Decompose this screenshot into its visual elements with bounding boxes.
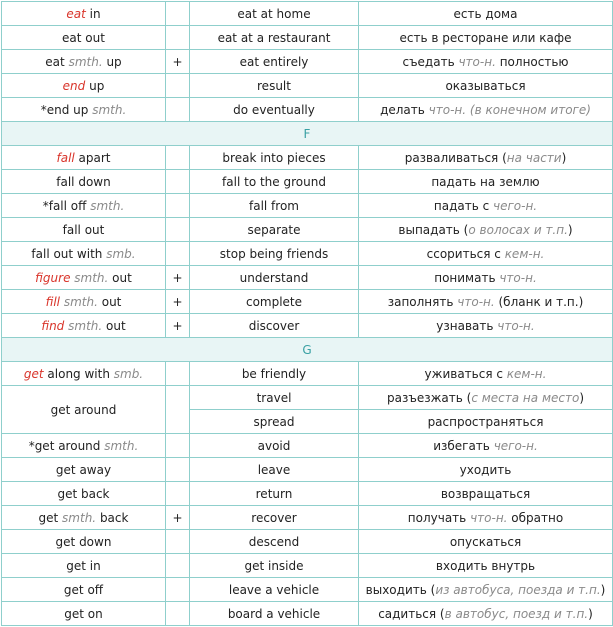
separable-mark-cell [166,362,190,386]
verb-highlight: find [41,318,65,333]
phrasal-verb-cell [2,458,166,482]
object-placeholder: smth. [92,102,127,117]
text-fragment: падать на землю [431,174,540,189]
separable-mark-cell: + [166,50,190,74]
text-fragment: садиться ( [378,606,445,621]
translation-cell [359,554,613,578]
separable-mark-cell [166,458,190,482]
text-fragment: back [96,510,129,525]
object-placeholder: что-н. (в конечном итоге) [428,102,591,117]
phrasal-verb-cell [2,506,166,530]
translation-cell [359,98,613,122]
table-row [2,2,613,26]
separable-mark-cell [166,434,190,458]
text-fragment: делать [380,102,429,117]
table-row [2,170,613,194]
text-fragment: обратно [507,510,564,525]
phrasal-verb-cell [2,266,166,290]
translation-cell [359,602,613,626]
phrasal-verb-cell [2,146,166,170]
translation-cell [359,530,613,554]
object-placeholder: smth. [68,318,103,333]
text-fragment: уходить [459,462,512,477]
meaning-cell: board a vehicle [190,602,359,626]
translation-cell [359,386,613,410]
object-placeholder: о волосах и т.п. [468,222,568,237]
table-row [2,50,613,74]
text-fragment: ссориться с [426,246,505,261]
text-fragment: опускаться [449,534,522,549]
separable-mark-cell [166,146,190,170]
text-fragment: распространяться [427,414,544,429]
phrasal-verb-cell [2,554,166,578]
phrasal-verb-cell [2,434,166,458]
separable-mark-cell [166,482,190,506]
translation-cell [359,170,613,194]
text-fragment: полностью [495,54,569,69]
text-fragment: понимать [434,270,500,285]
table-row [2,506,613,530]
table-row [2,578,613,602]
phrasal-verb-cell [2,98,166,122]
text-fragment: есть в ресторане или кафе [399,30,572,45]
separable-mark-cell [166,170,190,194]
translation-cell [359,314,613,338]
table-row [2,242,613,266]
separable-mark-cell [166,194,190,218]
separable-mark-cell: + [166,314,190,338]
phrasal-verb-cell [2,50,166,74]
text-fragment: избегать [433,438,494,453]
text-fragment: возвращаться [440,486,531,501]
text-fragment: get in [66,558,101,573]
object-placeholder: smth. [104,438,139,453]
object-placeholder: на части [506,150,562,165]
meaning-cell: separate [190,218,359,242]
meaning-cell: eat entirely [190,50,359,74]
text-fragment: eat [45,54,69,69]
table-row [2,218,613,242]
text-fragment: in [85,6,101,21]
separable-mark-cell [166,530,190,554]
table-row [2,146,613,170]
text-fragment: apart [74,150,111,165]
translation-cell [359,218,613,242]
text-fragment: get away [55,462,112,477]
object-placeholder: что-н. [497,318,535,333]
meaning-cell: eat at a restaurant [190,26,359,50]
translation-cell [359,578,613,602]
meaning-cell: fall to the ground [190,170,359,194]
object-placeholder: smth. [90,198,125,213]
text-fragment: fall down [56,174,111,189]
meaning-cell: avoid [190,434,359,458]
translation-cell [359,506,613,530]
translation-cell [359,266,613,290]
text-fragment: fall out [62,222,105,237]
separable-mark-cell [166,2,190,26]
separable-mark-cell: + [166,506,190,530]
table-row [2,98,613,122]
text-fragment: ) [600,582,606,597]
text-fragment: падать с [433,198,494,213]
text-fragment: along with [43,366,114,381]
verb-highlight: fill [45,294,61,309]
section-header-row [2,122,613,146]
text-fragment: ) [579,390,584,405]
text-fragment: выпадать ( [398,222,469,237]
text-fragment: get back [57,486,110,501]
translation-cell [359,74,613,98]
text-fragment: get off [63,582,104,597]
text-fragment: ) [588,606,593,621]
translation-cell [359,434,613,458]
table-row [2,482,613,506]
text-fragment: ) [561,150,567,165]
translation-cell [359,482,613,506]
meaning-cell: stop being friends [190,242,359,266]
separable-mark-cell [166,602,190,626]
text-fragment: get [38,510,63,525]
object-placeholder: чего-н. [493,198,538,213]
verb-highlight: get [23,366,44,381]
text-fragment: разъезжать ( [387,390,472,405]
phrasal-verb-cell [2,362,166,386]
table-row [2,434,613,458]
object-placeholder: smb. [106,246,136,261]
table-row [2,194,613,218]
text-fragment: есть дома [453,6,518,21]
object-placeholder: кем-н. [506,366,547,381]
text-fragment: *fall off [42,198,91,213]
phrasal-verb-cell [2,218,166,242]
table-row [2,458,613,482]
phrasal-verb-cell [2,578,166,602]
meaning-cell: return [190,482,359,506]
verb-highlight: end [62,78,86,93]
table-row [2,290,613,314]
phrasal-verb-cell [2,170,166,194]
table-body [2,2,613,626]
meaning-cell: be friendly [190,362,359,386]
table-row [2,74,613,98]
section-header-row [2,338,613,362]
meaning-cell: eat at home [190,2,359,26]
table-row [2,530,613,554]
separable-mark-cell [166,218,190,242]
meaning-cell: result [190,74,359,98]
object-placeholder: из автобуса, поезда и т.п. [435,582,601,597]
object-placeholder: что-н. [499,270,537,285]
text-fragment: eat out [62,30,105,45]
phrasal-verb-cell [2,602,166,626]
meaning-cell: complete [190,290,359,314]
text-fragment: оказываться [445,78,526,93]
meaning-cell: break into pieces [190,146,359,170]
translation-cell [359,2,613,26]
separable-mark-cell [166,74,190,98]
text-fragment: (бланк и т.п.) [494,294,584,309]
object-placeholder: smth. [68,54,103,69]
phrasal-verbs-table [1,1,613,626]
text-fragment: выходить ( [365,582,436,597]
object-placeholder: что-н. [457,294,495,309]
phrasal-verb-cell [2,242,166,266]
text-fragment: ) [567,222,573,237]
text-fragment: заполнять [387,294,458,309]
text-fragment: входить внутрь [435,558,536,573]
text-fragment: up [85,78,105,93]
text-fragment: уживаться с [424,366,507,381]
section-letter: G [2,338,613,362]
object-placeholder: что-н. [458,54,496,69]
phrasal-verb-cell [2,74,166,98]
object-placeholder: кем-н. [504,246,545,261]
object-placeholder: чего-н. [493,438,538,453]
object-placeholder: smth. [63,294,98,309]
translation-cell [359,242,613,266]
meaning-cell: get inside [190,554,359,578]
phrasal-verb-cell [2,194,166,218]
table-row [2,554,613,578]
translation-cell [359,362,613,386]
object-placeholder: в автобус, поезд и т.п. [444,606,589,621]
separable-mark-cell [166,98,190,122]
separable-mark-cell [166,386,190,434]
phrasal-verb-cell [2,290,166,314]
text-fragment: получать [407,510,471,525]
table-row [2,26,613,50]
table-row [2,602,613,626]
text-fragment: up [102,54,122,69]
verb-highlight: fall [56,150,75,165]
text-fragment: get down [55,534,112,549]
section-letter: F [2,122,613,146]
object-placeholder: smth. [62,510,97,525]
meaning-cell: discover [190,314,359,338]
text-fragment: *get around [28,438,105,453]
translation-cell [359,290,613,314]
phrasal-verb-cell [2,482,166,506]
object-placeholder: что-н. [470,510,508,525]
object-placeholder: smth. [74,270,109,285]
translation-cell [359,146,613,170]
phrasal-verb-cell [2,386,166,434]
table-row [2,314,613,338]
separable-mark-cell: + [166,290,190,314]
text-fragment: get on [64,606,103,621]
translation-cell [359,194,613,218]
meaning-cell: understand [190,266,359,290]
separable-mark-cell [166,578,190,602]
text-fragment: fall out with [31,246,107,261]
phrasal-verb-cell [2,314,166,338]
object-placeholder: smb. [113,366,144,381]
translation-cell [359,410,613,434]
text-fragment: get around [50,402,117,417]
phrasal-verb-cell [2,2,166,26]
table-row [2,362,613,386]
text-fragment: разваливаться ( [404,150,507,165]
verb-highlight: figure [35,270,71,285]
phrasal-verb-cell [2,530,166,554]
meaning-cell: travel [190,386,359,410]
table-row [2,266,613,290]
translation-cell [359,50,613,74]
text-fragment: съедать [402,54,459,69]
meaning-cell: fall from [190,194,359,218]
separable-mark-cell [166,242,190,266]
meaning-cell: descend [190,530,359,554]
phrasal-verb-cell [2,26,166,50]
separable-mark-cell: + [166,266,190,290]
text-fragment: *end up [40,102,93,117]
meaning-cell: spread [190,410,359,434]
meaning-cell: leave [190,458,359,482]
meaning-cell: recover [190,506,359,530]
table-row [2,386,613,410]
translation-cell [359,458,613,482]
meaning-cell: leave a vehicle [190,578,359,602]
verb-highlight: eat [66,6,86,21]
separable-mark-cell [166,554,190,578]
object-placeholder: с места на место [471,390,580,405]
translation-cell [359,26,613,50]
text-fragment: out [108,270,132,285]
meaning-cell: do eventually [190,98,359,122]
text-fragment: out [97,294,122,309]
separable-mark-cell [166,26,190,50]
text-fragment: out [102,318,126,333]
text-fragment: узнавать [436,318,498,333]
